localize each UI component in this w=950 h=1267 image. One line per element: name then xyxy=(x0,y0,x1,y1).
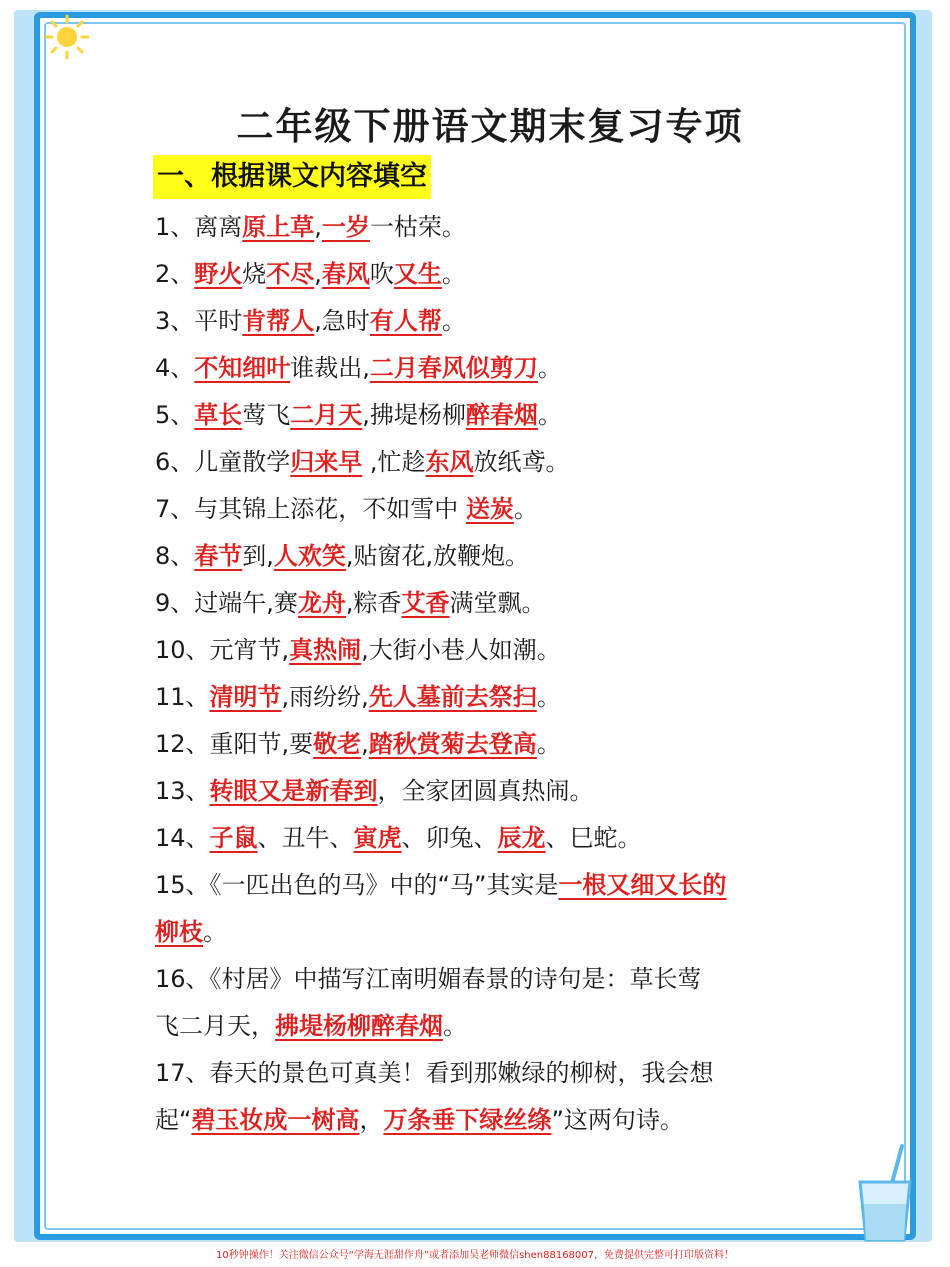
prompt-text: 、巳蛇。 xyxy=(545,824,642,852)
list-item xyxy=(155,815,805,862)
answer-text: 碧玉妆成一树高 xyxy=(191,1106,360,1134)
prompt-text: 。 xyxy=(203,918,227,946)
answer-text: 拂堤杨柳醉春烟 xyxy=(275,1012,443,1040)
prompt-text: 。 xyxy=(537,401,562,429)
answer-text: 送炭 xyxy=(465,495,514,523)
list-item xyxy=(155,1003,805,1050)
prompt-text: ,粽香 xyxy=(345,589,402,617)
list-item xyxy=(155,204,805,251)
prompt-text: ,急时 xyxy=(314,307,370,335)
answer-text: 先人墓前去祭扫 xyxy=(368,683,537,711)
list-item xyxy=(155,345,805,392)
prompt-text: , xyxy=(314,213,322,241)
prompt-text: , xyxy=(314,260,322,288)
prompt-text: 满堂飘。 xyxy=(449,589,546,617)
prompt-text: 4、 xyxy=(155,354,195,382)
answer-text: 肯帮人 xyxy=(242,307,315,335)
prompt-text: ,忙趁 xyxy=(362,448,426,476)
answer-text: 一岁 xyxy=(321,213,370,241)
prompt-text: 14、 xyxy=(155,824,210,852)
prompt-text: 。 xyxy=(443,1012,467,1040)
answer-text: 一根又细又长的 xyxy=(558,871,727,899)
answer-text: 春风 xyxy=(321,260,370,288)
prompt-text: 2、 xyxy=(155,260,195,288)
list-item xyxy=(155,721,805,768)
answer-text: 二月春风似剪刀 xyxy=(369,354,538,382)
answer-text: 有人帮 xyxy=(369,307,442,335)
prompt-text: 5、 xyxy=(155,401,195,429)
answer-text: 不知细叶 xyxy=(194,354,291,382)
prompt-text: 烧 xyxy=(242,260,267,288)
prompt-text: 到, xyxy=(242,542,274,570)
list-item xyxy=(155,909,805,956)
prompt-text: 16、《村居》中描写江南明媚春景的诗句是：草长莺 xyxy=(155,965,702,993)
prompt-text: 。 xyxy=(536,730,561,758)
answer-text: 野火 xyxy=(194,260,243,288)
prompt-text: 10、元宵节, xyxy=(155,636,290,664)
prompt-text: ”这两句诗。 xyxy=(551,1106,684,1134)
prompt-text: 15、《一匹出色的马》中的“马”其实是 xyxy=(155,871,559,899)
page-title: 二年级下册语文期末复习专项 xyxy=(236,105,744,148)
answer-text: 转眼又是新春到 xyxy=(209,777,378,805)
answer-text: 又生 xyxy=(393,260,442,288)
answer-text: 万条垂下绿丝绦 xyxy=(383,1106,552,1134)
prompt-text: 谁裁出, xyxy=(290,354,370,382)
list-item xyxy=(155,298,805,345)
prompt-text: 放纸鸢。 xyxy=(473,448,570,476)
prompt-text: 11、 xyxy=(155,683,210,711)
prompt-text: 3、平时 xyxy=(155,307,243,335)
cup-icon xyxy=(852,1142,918,1246)
list-item xyxy=(155,392,805,439)
prompt-text: 。 xyxy=(441,307,466,335)
answer-text: 春节 xyxy=(194,542,243,570)
fill-in-list xyxy=(155,204,805,1144)
prompt-text: , xyxy=(361,730,369,758)
answer-text: 不尽 xyxy=(266,260,315,288)
list-item xyxy=(155,956,805,1003)
list-item xyxy=(155,768,805,815)
prompt-text: 9、过端午,赛 xyxy=(155,589,298,617)
prompt-text: 一枯荣。 xyxy=(369,213,466,241)
list-item xyxy=(155,1097,805,1144)
prompt-text: 17、春天的景色可真美！看到那嫩绿的柳树，我会想 xyxy=(155,1059,714,1087)
answer-text: 寅虎 xyxy=(353,824,402,852)
prompt-text: ,大街小巷人如潮。 xyxy=(361,636,561,664)
prompt-text: ，全家团圆真热闹。 xyxy=(377,777,594,805)
prompt-text: 1、离离 xyxy=(155,213,243,241)
answer-text: 艾香 xyxy=(401,589,450,617)
answer-text: 原上草 xyxy=(242,213,315,241)
prompt-text: ,拂堤杨柳 xyxy=(362,401,466,429)
prompt-text: 13、 xyxy=(155,777,210,805)
prompt-text: 、卯兔、 xyxy=(401,824,498,852)
answer-text: 真热闹 xyxy=(289,636,362,664)
sun-icon xyxy=(42,12,92,62)
answer-text: 龙舟 xyxy=(297,589,346,617)
prompt-text: 飞二月天， xyxy=(155,1012,275,1040)
prompt-text: 。 xyxy=(537,354,562,382)
prompt-text: 8、 xyxy=(155,542,195,570)
prompt-text: 吹 xyxy=(369,260,394,288)
list-item xyxy=(155,251,805,298)
footer-note: 10秒钟操作！关注微信公众号“学海无涯甜作舟”或者添加吴老师微信shen88168007，免费提供完整可打印版资料！ xyxy=(215,1250,735,1261)
prompt-text: ,雨纷纷, xyxy=(281,683,369,711)
answer-text: 辰龙 xyxy=(497,824,546,852)
prompt-text: 。 xyxy=(536,683,561,711)
prompt-text: 起“ xyxy=(155,1106,192,1134)
list-item xyxy=(155,580,805,627)
answer-text: 东风 xyxy=(425,448,474,476)
answer-text: 清明节 xyxy=(209,683,282,711)
prompt-text: 6、儿童散学 xyxy=(155,448,291,476)
answer-text: 醉春烟 xyxy=(465,401,538,429)
list-item xyxy=(155,533,805,580)
answer-text: 草长 xyxy=(194,401,243,429)
answer-text: 子鼠 xyxy=(209,824,258,852)
prompt-text: 、丑牛、 xyxy=(257,824,354,852)
prompt-text: ,贴窗花,放鞭炮。 xyxy=(345,542,530,570)
list-item xyxy=(155,627,805,674)
list-item xyxy=(155,674,805,721)
answer-text: 二月天 xyxy=(290,401,363,429)
prompt-text: 。 xyxy=(513,495,538,523)
answer-text: 敬老 xyxy=(313,730,362,758)
prompt-text: 7、与其锦上添花，不如雪中 xyxy=(155,495,466,523)
prompt-text: 12、重阳节,要 xyxy=(155,730,314,758)
answer-text: 归来早 xyxy=(290,448,363,476)
answer-text: 柳枝 xyxy=(155,918,203,946)
answer-text: 人欢笑 xyxy=(273,542,346,570)
section-heading: 一、根据课文内容填空 xyxy=(153,155,431,199)
prompt-text: 。 xyxy=(441,260,466,288)
list-item xyxy=(155,862,805,909)
prompt-text: 莺飞 xyxy=(242,401,291,429)
list-item xyxy=(155,1050,805,1097)
list-item xyxy=(155,439,805,486)
answer-text: 踏秋赏菊去登高 xyxy=(368,730,537,758)
prompt-text: ， xyxy=(359,1106,384,1134)
list-item xyxy=(155,486,805,533)
